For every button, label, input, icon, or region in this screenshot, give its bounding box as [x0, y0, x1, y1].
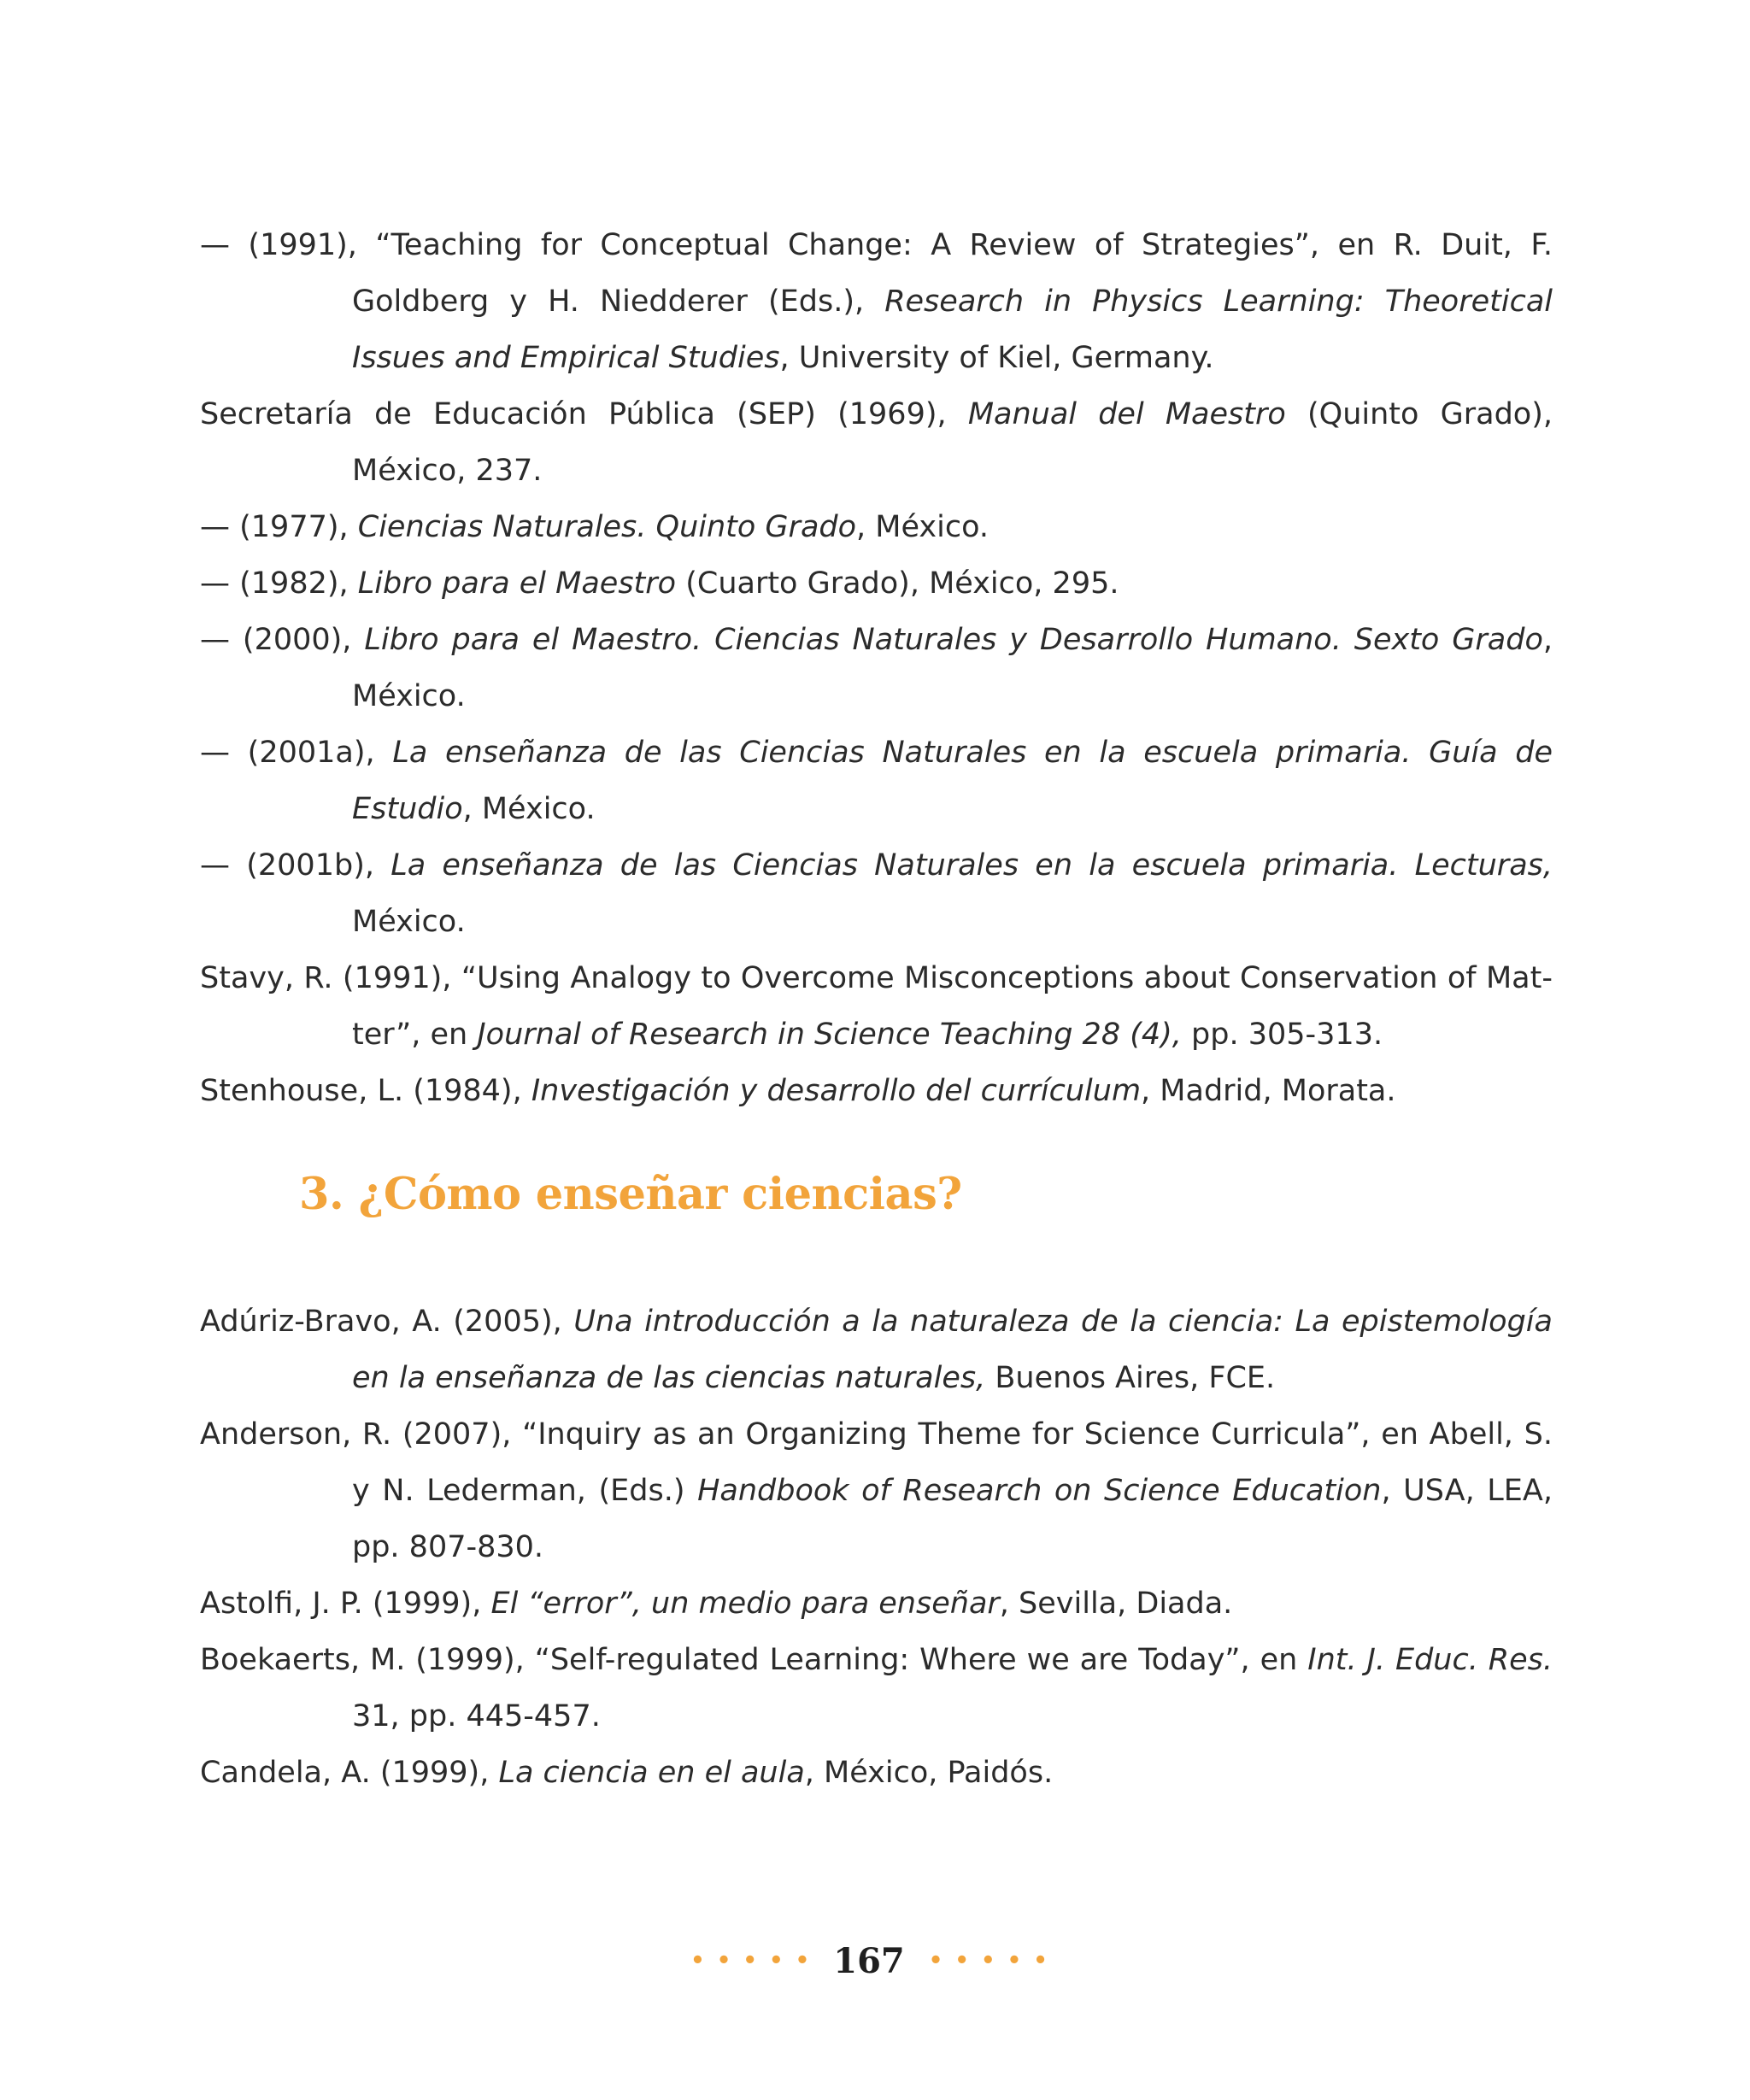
- footer-dots-right-icon: •••••: [928, 1948, 1060, 1974]
- reference-entry: [200, 1293, 1553, 1406]
- reference-title: La ciencia en el aula: [498, 1756, 805, 1790]
- reference-text: Candela, A. (1999),: [200, 1756, 499, 1790]
- reference-text: , México.: [856, 510, 990, 544]
- reference-title: La enseñanza de las Ciencias Naturales en la escuela primaria. Lecturas,: [391, 848, 1553, 883]
- reference-entry: [200, 1632, 1553, 1745]
- reference-text: 31, pp. 445-457.: [352, 1699, 601, 1733]
- reference-text: Adúriz-Bravo, A. (2005),: [200, 1305, 574, 1339]
- reference-text: , USA, LEA, pp. 807-830.: [352, 1474, 1553, 1564]
- reference-entry: [200, 217, 1553, 386]
- reference-entry: [200, 499, 1553, 555]
- reference-text: , México, Paidós.: [804, 1756, 1054, 1790]
- reference-text: , University of Kiel, Germany.: [779, 341, 1214, 375]
- footer-dots-left-icon: •••••: [690, 1948, 822, 1974]
- reference-title: Int. J. Educ. Res.: [1307, 1643, 1553, 1677]
- reference-title: Ciencias Naturales. Quinto Grado: [357, 510, 857, 544]
- reference-text: — (1982),: [200, 566, 358, 601]
- reference-title: Investigación y desarrollo del currículum: [531, 1074, 1142, 1108]
- reference-text: Boekaerts, M. (1999), “Self-regulated Learning: Where we are Today”, en: [200, 1643, 1308, 1677]
- section-heading: 3. ¿Cómo enseñar ciencias?: [299, 1169, 962, 1220]
- reference-entry: [200, 612, 1553, 724]
- reference-title: Manual del Maestro: [967, 397, 1286, 431]
- reference-title: La enseñanza de las Ciencias Naturales en la escuela primaria. Guía de Estudio: [352, 736, 1553, 826]
- reference-entry: [200, 386, 1553, 499]
- reference-text: Buenos Aires, FCE.: [985, 1361, 1276, 1395]
- reference-entry: [200, 1745, 1553, 1801]
- reference-title: Handbook of Research on Science Education: [697, 1474, 1382, 1508]
- reference-text: (Quinto Grado), México, 237.: [352, 397, 1553, 488]
- reference-entry: [200, 950, 1553, 1063]
- reference-title: Libro para el Maestro. Ciencias Naturales y Desarrollo Humano. Sexto Grado: [364, 623, 1543, 657]
- reference-text: Anderson, R. (2007), “Inquiry as an Organizing Theme for Science Curricula”, en Abell, S. y N. Lederman, (Eds.): [200, 1417, 1553, 1508]
- reference-text: Stavy, R. (1991), “Using Analogy to Overcome Misconceptions about Conservation of Matter”, en: [200, 961, 1553, 1052]
- reference-entry: [200, 1063, 1553, 1119]
- reference-text: , Madrid, Morata.: [1141, 1074, 1396, 1108]
- reference-text: Astolfi, J. P. (1999),: [200, 1587, 491, 1621]
- reference-text: — (2000),: [200, 623, 365, 657]
- reference-entry: [200, 1406, 1553, 1575]
- reference-entry: [200, 555, 1553, 612]
- references-list-bottom: [200, 1293, 1553, 1801]
- reference-text: — (2001b),: [200, 848, 391, 883]
- reference-title: Una introducción a la naturaleza de la ciencia: La epistemología en la enseñanza de las ciencias naturales,: [352, 1305, 1553, 1395]
- reference-text: Stenhouse, L. (1984),: [200, 1074, 531, 1108]
- references-list-top: [200, 217, 1553, 1119]
- page-number: 167: [833, 1941, 905, 1981]
- reference-text: pp. 305-313.: [1181, 1018, 1383, 1052]
- reference-entry: [200, 724, 1553, 837]
- reference-text: México.: [352, 905, 466, 939]
- reference-text: — (1991), “Teaching for Conceptual Change: A Review of Strategies”, en R. Duit, F. Goldberg y H. Niedderer (Eds.),: [200, 228, 1553, 319]
- reference-text: (Cuarto Grado), México, 295.: [676, 566, 1119, 601]
- reference-text: , Sevilla, Diada.: [999, 1587, 1233, 1621]
- reference-text: Secretaría de Educación Pública (SEP) (1969),: [200, 397, 968, 431]
- reference-entry: [200, 1575, 1553, 1632]
- reference-text: , México.: [352, 623, 1553, 713]
- reference-title: Journal of Research in Science Teaching 28 (4),: [477, 1018, 1182, 1052]
- reference-title: El “error”, un medio para enseñar: [490, 1587, 1000, 1621]
- reference-entry: [200, 837, 1553, 950]
- reference-text: , México.: [462, 792, 596, 826]
- page-footer: [0, 1941, 1750, 1981]
- reference-title: Research in Physics Learning: Theoretical Issues and Empirical Studies: [352, 284, 1553, 375]
- reference-title: Libro para el Maestro: [357, 566, 677, 601]
- reference-text: — (1977),: [200, 510, 358, 544]
- reference-text: — (2001a),: [200, 736, 393, 770]
